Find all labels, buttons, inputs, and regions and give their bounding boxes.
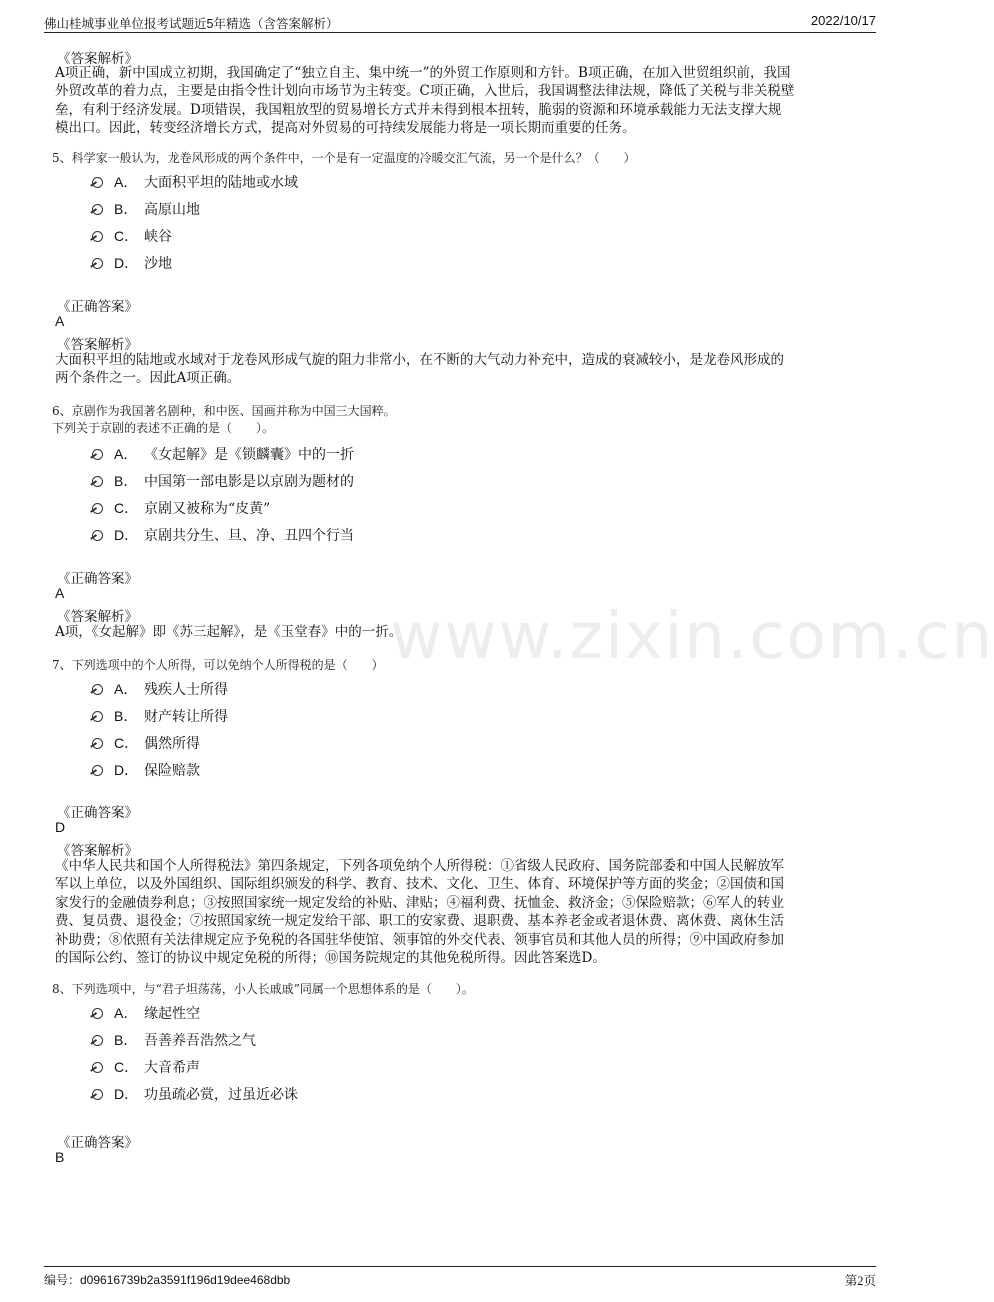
option-letter: D． [114, 1086, 139, 1102]
option-text: 大面积平坦的陆地或水域 [144, 175, 298, 191]
radio-button-icon[interactable] [92, 231, 103, 242]
document-date: 2022/10/17 [810, 13, 876, 28]
analysis-text [55, 351, 867, 388]
option-letter: D． [114, 527, 139, 543]
radio-button-icon[interactable] [92, 530, 103, 541]
analysis-line: A项正确，新中国成立初期，我国确定了“独立自主、集中统一”的外贸工作原则和方针。B项正确，在加入世贸组织前，我国 [55, 65, 791, 81]
correct-answer-label: 《正确答案》 [57, 299, 138, 315]
correct-answer: B [55, 1149, 65, 1165]
radio-button-icon[interactable] [92, 503, 103, 514]
option-letter: C． [114, 735, 139, 751]
question-line: 6、京剧作为我国著名剧种，和中医、国画并称为中国三大国粹。 [52, 404, 396, 418]
correct-answer: A [55, 313, 65, 329]
analysis-text [55, 623, 867, 641]
option-text: 《女起解》是《锁麟囊》中的一折 [144, 447, 354, 463]
correct-answer-label: 《正确答案》 [57, 1135, 138, 1151]
radio-button-icon[interactable] [92, 204, 103, 215]
analysis-text [55, 64, 867, 138]
analysis-line: 垒，有利于经济发展。D项错误，我国粗放型的贸易增长方式并未得到根本扭转，脆弱的资源和环境承载能力无法支撑大规 [55, 101, 782, 118]
option-text: 高原山地 [144, 202, 200, 218]
radio-button-icon[interactable] [92, 449, 103, 460]
option-text: 偶然所得 [144, 736, 200, 752]
analysis-line: 大面积平坦的陆地或水域对于龙卷风形成气旋的阻力非常小，在不断的大气动力补充中，造成的衰减较小，是龙卷风形成的 [55, 352, 784, 368]
analysis-text [55, 857, 867, 967]
page-number: 第2页 [844, 1274, 876, 1288]
analysis-line: 家发行的金融债券利息；③按照国家统一规定发给的补贴、津贴；④福利费、抚恤金、救济金；⑤保险赔款；⑥军人的转业 [55, 894, 784, 911]
option-text: 保险赔款 [144, 763, 200, 779]
option-text: 大音希声 [144, 1060, 200, 1076]
option-text: 残疾人士所得 [144, 682, 228, 698]
option-letter: A． [114, 1005, 138, 1021]
radio-button-icon[interactable] [92, 1008, 103, 1019]
radio-button-icon[interactable] [92, 1089, 103, 1100]
option-text: 缘起性空 [144, 1006, 200, 1022]
analysis-line: 的国际公约、签订的协议中规定免税的所得；⑩国务院规定的其他免税所得。因此答案选D。 [55, 950, 606, 967]
option-letter: B． [114, 201, 138, 217]
correct-answer: A [55, 585, 65, 601]
radio-button-icon[interactable] [92, 1035, 103, 1046]
radio-button-icon[interactable] [92, 738, 103, 749]
question-5: 5、科学家一般认为，龙卷风形成的两个条件中，一个是有一定温度的冷暖交汇气流，另一个是什么？（ ） [52, 151, 636, 165]
analysis-label: 《答案解析》 [57, 337, 138, 353]
option-text: 中国第一部电影是以京剧为题材的 [144, 474, 354, 490]
watermark: www.zixin.com.cn [390, 600, 994, 674]
option-letter: A． [114, 446, 138, 462]
analysis-line: 费、复员费、退役金；⑦按照国家统一规定发给干部、职工的安家费、退职费、基本养老金或者退休费、离休费、离休生活 [55, 913, 784, 930]
question-6 [52, 403, 872, 437]
radio-button-icon[interactable] [92, 476, 103, 487]
analysis-label: 《答案解析》 [57, 51, 138, 67]
option-letter: C． [114, 228, 139, 244]
analysis-line: 补助费；⑧依照有关法律规定应予免税的各国驻华使馆、领事馆的外交代表、领事官员和其他人员的所得；⑨中国政府参加 [55, 931, 784, 948]
correct-answer-label: 《正确答案》 [57, 805, 138, 821]
page-header [44, 12, 876, 33]
analysis-line: 外贸改革的着力点，主要是由指令性计划向市场节为主转变。C项正确，入世后，我国调整法律法规，降低了关税与非关税壁 [55, 83, 795, 100]
radio-button-icon[interactable] [92, 258, 103, 269]
question-7: 7、下列选项中的个人所得，可以免纳个人所得税的是（ ） [52, 658, 384, 672]
option-letter: B． [114, 473, 138, 489]
option-letter: B． [114, 708, 138, 724]
document-title: 佛山桂城事业单位报考试题近5年精选（含答案解析） [44, 17, 339, 31]
radio-button-icon[interactable] [92, 765, 103, 776]
analysis-line: A项，《女起解》即《苏三起解》，是《玉堂春》中的一折。 [55, 624, 403, 640]
correct-answer: D [55, 819, 66, 835]
option-letter: A． [114, 681, 138, 697]
document-code: 编号：d09616739b2a3591f196d19dee468dbb [44, 1273, 291, 1287]
option-text: 京剧共分生、旦、净、丑四个行当 [144, 528, 354, 544]
radio-button-icon[interactable] [92, 711, 103, 722]
analysis-line: 军以上单位，以及外国组织、国际组织颁发的科学、教育、技术、文化、卫生、体育、环境保护等方面的奖金；②国债和国 [55, 876, 784, 893]
option-letter: C． [114, 500, 139, 516]
option-letter: A． [114, 174, 138, 190]
footer-divider [44, 1266, 876, 1267]
option-text: 吾善养吾浩然之气 [144, 1033, 256, 1049]
radio-button-icon[interactable] [92, 1062, 103, 1073]
analysis-label: 《答案解析》 [57, 843, 138, 859]
option-letter: C． [114, 1059, 139, 1075]
option-letter: B． [114, 1032, 138, 1048]
question-8: 8、下列选项中，与“君子坦荡荡，小人长戚戚”同属一个思想体系的是（ ）。 [52, 982, 474, 996]
option-letter: D． [114, 255, 139, 271]
option-text: 功虽疏必赏，过虽近必诛 [144, 1087, 298, 1103]
analysis-line: 两个条件之一。因此A项正确。 [55, 370, 241, 387]
option-text: 沙地 [144, 256, 172, 272]
radio-button-icon[interactable] [92, 177, 103, 188]
option-text: 峡谷 [144, 229, 172, 245]
option-letter: D． [114, 762, 139, 778]
analysis-label: 《答案解析》 [57, 609, 138, 625]
analysis-line: 《中华人民共和国个人所得税法》第四条规定，下列各项免纳个人所得税：①省级人民政府、国务院部委和中国人民解放军 [55, 858, 784, 874]
option-text: 京剧又被称为“皮黄” [144, 501, 271, 517]
correct-answer-label: 《正确答案》 [57, 571, 138, 587]
option-text: 财产转让所得 [144, 709, 228, 725]
radio-button-icon[interactable] [92, 684, 103, 695]
analysis-line: 模出口。因此，转变经济增长方式，提高对外贸易的可持续发展能力将是一项长期而重要的任务。 [55, 120, 636, 137]
question-line: 下列关于京剧的表述不正确的是（ ）。 [52, 421, 275, 435]
